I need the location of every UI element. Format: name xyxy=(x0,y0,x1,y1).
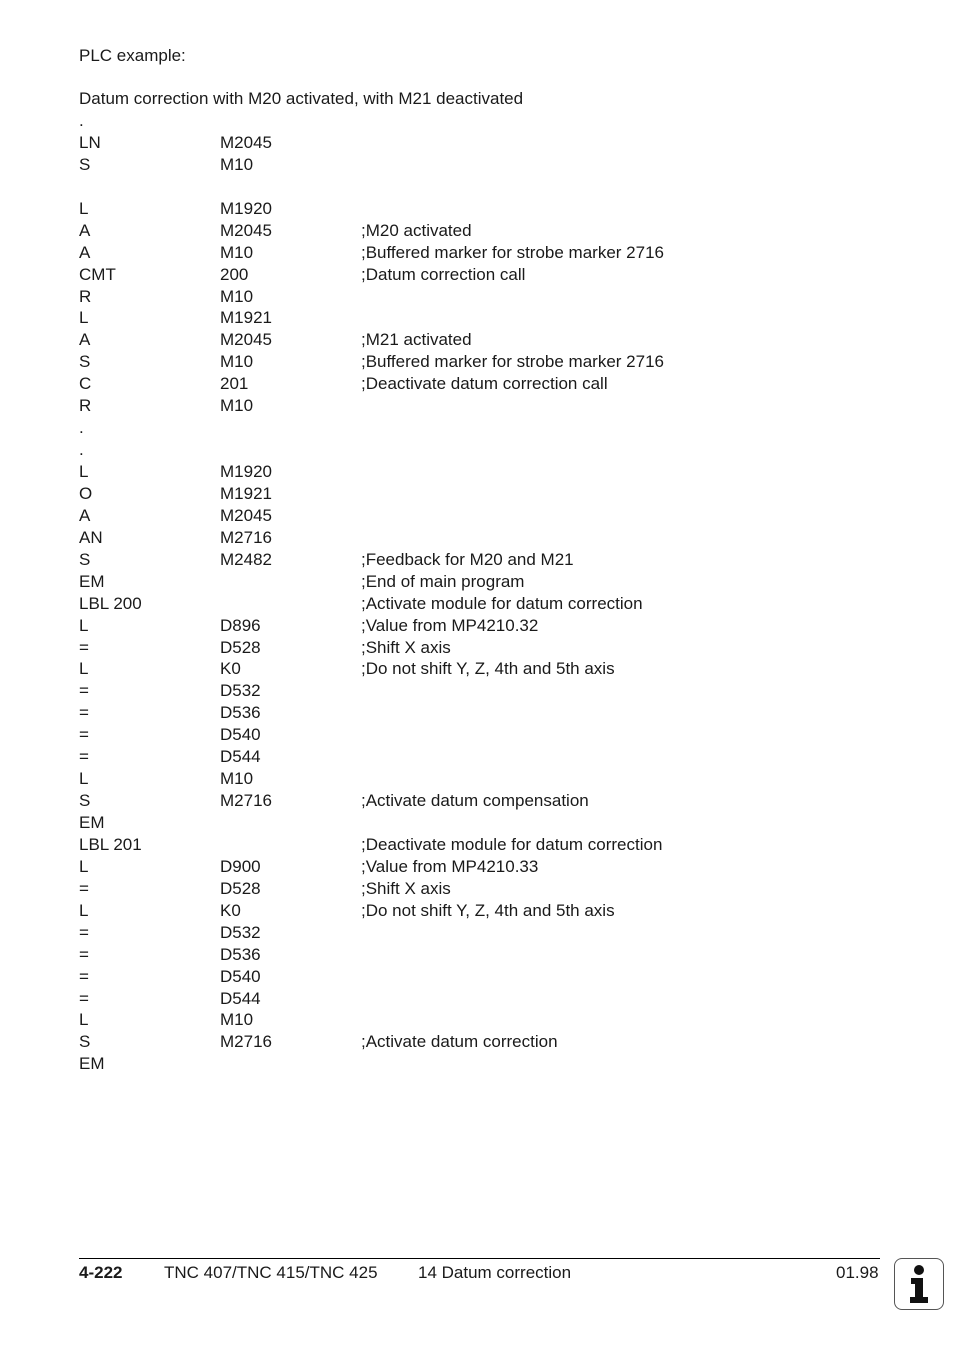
code-line xyxy=(79,176,779,198)
code-line xyxy=(79,966,779,988)
code-line xyxy=(79,1053,779,1075)
code-line xyxy=(79,395,779,417)
code-comment: ;Activate datum correction xyxy=(361,1032,558,1052)
plc-code-listing xyxy=(79,110,779,1075)
code-arg: M2716 xyxy=(220,791,272,811)
code-op: = xyxy=(79,922,89,942)
code-comment: ;Datum correction call xyxy=(361,264,526,284)
code-arg: M2045 xyxy=(220,505,272,525)
code-line xyxy=(79,702,779,724)
code-arg: D544 xyxy=(220,988,261,1008)
code-op: = xyxy=(79,966,89,986)
code-arg: M2716 xyxy=(220,527,272,547)
code-op: = xyxy=(79,878,89,898)
code-arg: K0 xyxy=(220,659,241,679)
code-op: = xyxy=(79,681,89,701)
code-arg: M2045 xyxy=(220,220,272,240)
code-line xyxy=(79,944,779,966)
heading: PLC example: xyxy=(79,46,186,65)
footer-chapter: 14 Datum correction xyxy=(418,1263,572,1282)
code-line xyxy=(79,834,779,856)
code-op: A xyxy=(79,330,91,350)
code-arg: M1920 xyxy=(220,198,272,218)
code-op: C xyxy=(79,374,92,394)
code-arg: M10 xyxy=(220,769,254,789)
code-arg: M2482 xyxy=(220,549,272,569)
code-comment: ;Deactivate module for datum correction xyxy=(361,834,663,854)
footer-rule xyxy=(79,1258,880,1259)
code-comment: ;Value from MP4210.33 xyxy=(361,856,539,876)
code-line xyxy=(79,242,779,264)
code-op: L xyxy=(79,769,89,789)
code-arg: D536 xyxy=(220,944,261,964)
code-arg: M2716 xyxy=(220,1032,272,1052)
code-line xyxy=(79,637,779,659)
code-line xyxy=(79,658,779,680)
footer-model: TNC 407/TNC 415/TNC 425 xyxy=(164,1263,378,1282)
code-op: EM xyxy=(79,571,105,591)
code-comment: ;M21 activated xyxy=(361,330,472,350)
code-comment: ;Buffered marker for strobe marker 2716 xyxy=(361,242,664,262)
code-line xyxy=(79,527,779,549)
code-arg: M2045 xyxy=(220,132,272,152)
code-comment: ;Activate datum compensation xyxy=(361,791,589,811)
code-arg: M10 xyxy=(220,154,254,174)
code-line xyxy=(79,439,779,461)
code-line xyxy=(79,264,779,286)
code-arg: M1921 xyxy=(220,483,272,503)
code-op: L xyxy=(79,856,89,876)
code-op: R xyxy=(79,286,92,306)
code-line xyxy=(79,922,779,944)
code-line xyxy=(79,132,779,154)
code-arg: D532 xyxy=(220,922,261,942)
code-op: R xyxy=(79,396,92,416)
code-arg: D536 xyxy=(220,703,261,723)
code-op: A xyxy=(79,242,91,262)
code-line xyxy=(79,417,779,439)
code-op: = xyxy=(79,944,89,964)
code-line xyxy=(79,110,779,132)
code-line xyxy=(79,988,779,1010)
code-op: S xyxy=(79,791,91,811)
code-op: A xyxy=(79,505,91,525)
code-comment: ;Activate module for datum correction xyxy=(361,593,643,613)
code-op: L xyxy=(79,900,89,920)
code-line xyxy=(79,198,779,220)
code-line xyxy=(79,790,779,812)
code-line xyxy=(79,812,779,834)
code-arg: 201 xyxy=(220,374,249,394)
code-comment: ;Shift X axis xyxy=(361,637,451,657)
code-op: S xyxy=(79,154,91,174)
code-op: S xyxy=(79,549,91,569)
code-arg: M10 xyxy=(220,286,254,306)
code-op: AN xyxy=(79,527,103,547)
code-line xyxy=(79,724,779,746)
code-arg: M1920 xyxy=(220,462,272,481)
code-arg: M10 xyxy=(220,1010,254,1030)
code-line xyxy=(79,351,779,373)
code-arg: M10 xyxy=(220,396,254,416)
info-icon-glyph xyxy=(895,1259,943,1309)
code-line xyxy=(79,615,779,637)
code-comment: ;Shift X axis xyxy=(361,878,451,898)
code-comment: ;Buffered marker for strobe marker 2716 xyxy=(361,352,664,372)
code-line xyxy=(79,593,779,615)
code-arg: D544 xyxy=(220,747,261,767)
code-line xyxy=(79,461,779,483)
code-op: = xyxy=(79,637,89,657)
code-comment: ;M20 activated xyxy=(361,220,472,240)
footer-date: 01.98 xyxy=(836,1263,879,1282)
code-op: . xyxy=(79,111,84,130)
code-op: = xyxy=(79,988,89,1008)
code-line xyxy=(79,307,779,329)
code-arg: M2045 xyxy=(220,330,272,350)
code-line xyxy=(79,505,779,527)
code-line xyxy=(79,220,779,242)
code-comment: ;Value from MP4210.32 xyxy=(361,615,539,635)
code-comment: ;Feedback for M20 and M21 xyxy=(361,549,574,569)
code-op: = xyxy=(79,725,89,745)
code-arg: D540 xyxy=(220,725,261,745)
page-number: 4-222 xyxy=(79,1263,123,1282)
code-arg: D540 xyxy=(220,966,261,986)
code-op: L xyxy=(79,308,89,328)
code-line xyxy=(79,856,779,878)
code-line xyxy=(79,373,779,395)
code-line xyxy=(79,571,779,593)
code-arg: D896 xyxy=(220,615,261,635)
code-arg: 200 xyxy=(220,264,249,284)
code-op: EM xyxy=(79,813,105,832)
code-line xyxy=(79,329,779,351)
code-op: LN xyxy=(79,132,101,152)
code-arg: K0 xyxy=(220,900,241,920)
code-op: = xyxy=(79,747,89,767)
code-line xyxy=(79,768,779,790)
code-line xyxy=(79,900,779,922)
code-line xyxy=(79,680,779,702)
code-line xyxy=(79,878,779,900)
code-op: L xyxy=(79,1010,89,1030)
code-op: L xyxy=(79,659,89,679)
code-arg: M1921 xyxy=(220,308,272,328)
code-arg: D532 xyxy=(220,681,261,701)
code-arg: D528 xyxy=(220,637,261,657)
code-op: . xyxy=(79,418,84,438)
code-arg: M10 xyxy=(220,242,254,262)
code-op: A xyxy=(79,220,91,240)
code-op: CMT xyxy=(79,264,116,284)
code-line xyxy=(79,483,779,505)
code-op: LBL 200 xyxy=(79,593,142,613)
code-line xyxy=(79,746,779,768)
code-op: EM xyxy=(79,1054,105,1074)
code-line xyxy=(79,154,779,176)
code-op: L xyxy=(79,198,89,218)
code-op: L xyxy=(79,615,89,635)
subheading: Datum correction with M20 activated, with M21 deactivated xyxy=(79,89,524,108)
code-comment: ;Do not shift Y, Z, 4th and 5th axis xyxy=(361,900,615,920)
code-comment: ;End of main program xyxy=(361,571,525,591)
code-op: L xyxy=(79,462,89,481)
code-comment: ;Do not shift Y, Z, 4th and 5th axis xyxy=(361,659,615,679)
code-op: LBL 201 xyxy=(79,834,142,854)
code-op: S xyxy=(79,1032,91,1052)
code-line xyxy=(79,1009,779,1031)
code-arg: M10 xyxy=(220,352,254,372)
code-op: O xyxy=(79,483,93,503)
code-line xyxy=(79,549,779,571)
code-arg: D900 xyxy=(220,856,261,876)
code-op: = xyxy=(79,703,89,723)
code-comment: ;Deactivate datum correction call xyxy=(361,374,608,394)
code-op: S xyxy=(79,352,91,372)
code-line xyxy=(79,286,779,308)
code-line xyxy=(79,1031,779,1053)
info-icon[interactable] xyxy=(894,1258,944,1310)
code-arg: D528 xyxy=(220,878,261,898)
code-op: . xyxy=(79,440,84,460)
